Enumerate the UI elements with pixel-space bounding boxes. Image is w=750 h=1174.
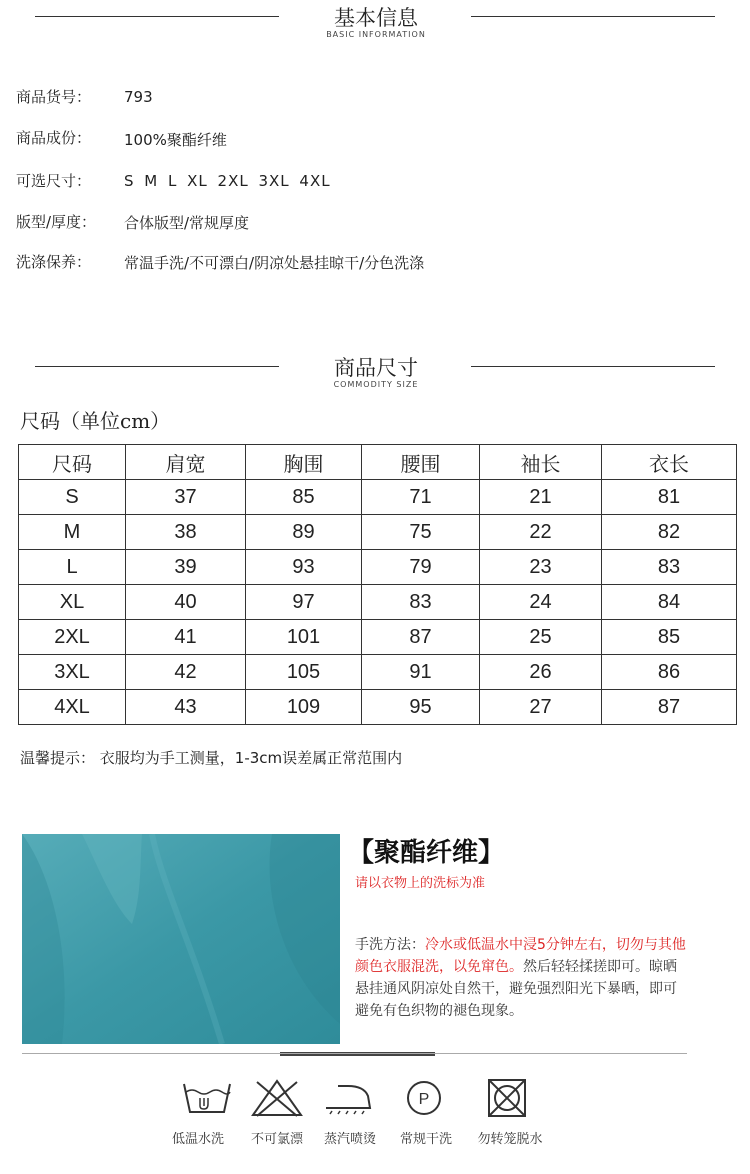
table-cell: 85 xyxy=(246,480,362,515)
no-bleach-icon xyxy=(247,1078,307,1118)
table-cell: 75 xyxy=(362,515,480,550)
table-cell: 93 xyxy=(246,550,362,585)
table-row xyxy=(19,550,737,585)
info-value-sizes: S M L XL 2XL 3XL 4XL xyxy=(124,172,331,190)
table-row xyxy=(19,690,737,725)
table-cell: 91 xyxy=(362,655,480,690)
table-cell: 38 xyxy=(126,515,246,550)
info-label-material: 商品成份： xyxy=(16,129,92,147)
table-cell: 3XL xyxy=(19,655,126,690)
care-label-no-bleach: 不可氯漂 xyxy=(250,1132,303,1147)
info-value-material: 100%聚酯纤维 xyxy=(124,131,227,149)
header-shoulder: 肩宽 xyxy=(126,445,246,480)
low-temp-wash-icon xyxy=(178,1078,238,1118)
table-cell: 85 xyxy=(602,620,737,655)
info-label-item-no: 商品货号： xyxy=(16,88,92,106)
size-subtitle: COMMODITY SIZE xyxy=(333,380,419,389)
table-cell: S xyxy=(19,480,126,515)
table-row xyxy=(19,480,737,515)
table-cell: 27 xyxy=(480,690,602,725)
table-cell: 43 xyxy=(126,690,246,725)
table-cell: 71 xyxy=(362,480,480,515)
table-cell: 83 xyxy=(362,585,480,620)
table-cell: 109 xyxy=(246,690,362,725)
svg-text:P: P xyxy=(418,1091,430,1108)
size-divider-left xyxy=(35,366,279,367)
info-value-care: 常温手洗/不可漂白/阴凉处悬挂晾干/分色洗涤 xyxy=(124,254,425,272)
no-tumble-dry-icon xyxy=(477,1078,537,1118)
header-chest: 胸围 xyxy=(246,445,362,480)
info-value-fit: 合体版型/常规厚度 xyxy=(124,214,250,232)
table-cell: 2XL xyxy=(19,620,126,655)
care-label-dry-clean: 常规干洗 xyxy=(399,1132,452,1147)
table-cell: 4XL xyxy=(19,690,126,725)
table-cell: 82 xyxy=(602,515,737,550)
header-size: 尺码 xyxy=(19,445,126,480)
steam-iron-icon xyxy=(318,1078,378,1118)
table-cell: 41 xyxy=(126,620,246,655)
dry-clean-icon xyxy=(394,1078,454,1118)
wash-method-label: 手洗方法： xyxy=(355,937,425,953)
table-row xyxy=(19,585,737,620)
wash-method-text xyxy=(355,934,690,1022)
table-cell: 86 xyxy=(602,655,737,690)
material-title: 【聚酯纤维】 xyxy=(348,838,505,868)
table-cell: XL xyxy=(19,585,126,620)
measurement-tip: 温馨提示： 衣服均为手工测量，1-3cm误差属正常范围内 xyxy=(20,749,403,767)
header-sleeve: 袖长 xyxy=(480,445,602,480)
table-cell: 105 xyxy=(246,655,362,690)
size-table xyxy=(18,444,737,725)
table-cell: 87 xyxy=(602,690,737,725)
size-title: 商品尺寸 xyxy=(334,356,418,380)
header-waist: 腰围 xyxy=(362,445,480,480)
info-label-care: 洗涤保养： xyxy=(16,253,92,271)
table-cell: 89 xyxy=(246,515,362,550)
table-cell: 24 xyxy=(480,585,602,620)
table-cell: 23 xyxy=(480,550,602,585)
size-unit-label: 尺码（单位cm） xyxy=(20,409,171,433)
table-cell: L xyxy=(19,550,126,585)
header-length: 衣长 xyxy=(602,445,737,480)
care-label-no-tumble-dry: 勿转笼脱水 xyxy=(477,1132,543,1147)
table-cell: 83 xyxy=(602,550,737,585)
table-cell: 79 xyxy=(362,550,480,585)
size-divider-right xyxy=(471,366,715,367)
info-value-item-no: 793 xyxy=(124,88,153,106)
table-cell: 81 xyxy=(602,480,737,515)
basic-info-title: 基本信息 xyxy=(334,6,418,30)
table-cell: 25 xyxy=(480,620,602,655)
table-cell: 95 xyxy=(362,690,480,725)
info-label-fit: 版型/厚度： xyxy=(16,213,97,231)
table-row xyxy=(19,655,737,690)
table-cell: 84 xyxy=(602,585,737,620)
basic-info-subtitle: BASIC INFORMATION xyxy=(326,30,426,39)
info-label-sizes: 可选尺寸： xyxy=(16,172,92,190)
size-table-header xyxy=(19,445,737,480)
table-row xyxy=(19,515,737,550)
basic-info-divider-right xyxy=(471,16,715,17)
table-cell: 22 xyxy=(480,515,602,550)
table-cell: 42 xyxy=(126,655,246,690)
fabric-photo xyxy=(22,834,340,1044)
care-label-steam-iron: 蒸汽喷烫 xyxy=(323,1132,376,1147)
wash-method-warning: 冷水或低温水中浸5分钟左右，切勿与其他颜色衣服混洗，以免窜色。 xyxy=(355,937,686,975)
care-label-note: 请以衣物上的洗标为准 xyxy=(355,876,486,891)
table-cell: 97 xyxy=(246,585,362,620)
table-cell: 39 xyxy=(126,550,246,585)
table-cell: M xyxy=(19,515,126,550)
table-cell: 37 xyxy=(126,480,246,515)
wash-method-detail: 然后轻轻揉搓即可。晾晒悬挂通风阴凉处自然干，避免强烈阳光下暴晒，即可避免有色织物的褪色现象。 xyxy=(355,959,677,1019)
table-cell: 26 xyxy=(480,655,602,690)
table-cell: 40 xyxy=(126,585,246,620)
table-row xyxy=(19,620,737,655)
basic-info-divider-left xyxy=(35,16,279,17)
table-cell: 21 xyxy=(480,480,602,515)
table-cell: 101 xyxy=(246,620,362,655)
care-divider-thin xyxy=(22,1053,687,1054)
table-cell: 87 xyxy=(362,620,480,655)
care-label-low-temp-wash: 低温水洗 xyxy=(171,1132,224,1147)
